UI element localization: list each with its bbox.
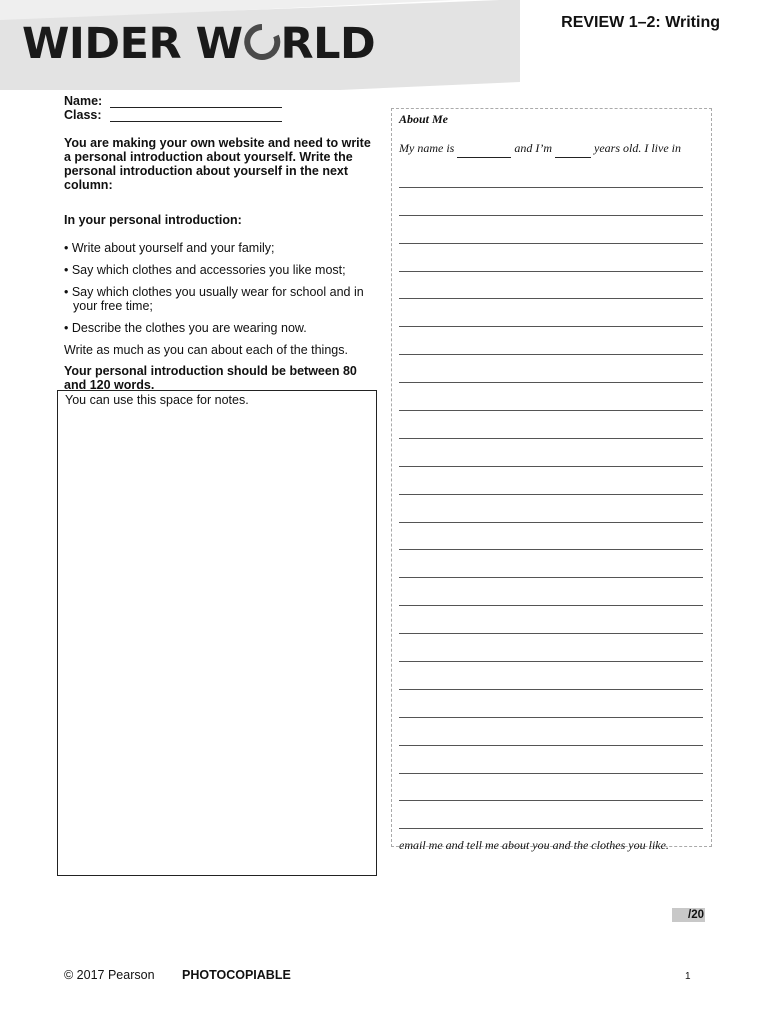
writing-line[interactable]: [399, 216, 703, 244]
name-blank[interactable]: [457, 142, 511, 158]
writing-line[interactable]: [399, 801, 703, 829]
first-line-part-3: years old. I live in: [594, 141, 681, 155]
age-blank[interactable]: [555, 142, 591, 158]
word-limit-note: Your personal introduction should be between 80 and 120 words.: [64, 364, 357, 392]
writing-line[interactable]: [399, 272, 703, 300]
class-field[interactable]: [64, 108, 374, 122]
first-line-part-1: My name is: [399, 141, 455, 155]
writing-lines[interactable]: [399, 160, 703, 829]
page-number: 1: [685, 971, 691, 982]
writing-line[interactable]: [399, 634, 703, 662]
instructions-subheading: In your personal introduction:: [64, 213, 242, 227]
list-item: • Write about yourself and your family;: [64, 241, 275, 255]
list-item: • Say which clothes you usually wear for school and in your free time;: [64, 285, 364, 313]
writing-line[interactable]: [399, 299, 703, 327]
writing-line[interactable]: [399, 690, 703, 718]
review-title: REVIEW 1–2: Writing: [561, 14, 720, 31]
notes-label: You can use this space for notes.: [65, 393, 249, 407]
writing-line[interactable]: [399, 244, 703, 272]
writing-line[interactable]: [399, 439, 703, 467]
name-label: Name:: [64, 94, 103, 108]
first-line-part-2: and I’m: [514, 141, 552, 155]
writing-line[interactable]: [399, 746, 703, 774]
writing-line[interactable]: [399, 774, 703, 802]
writing-closing: email me and tell me about you and the clothes you like.: [399, 838, 669, 853]
writing-line[interactable]: [399, 550, 703, 578]
writing-line[interactable]: [399, 523, 703, 551]
writing-line[interactable]: [399, 383, 703, 411]
writing-line[interactable]: [399, 495, 703, 523]
writing-line[interactable]: [399, 662, 703, 690]
name-line[interactable]: [110, 95, 282, 108]
writing-title: About Me: [399, 112, 449, 126]
task-description: You are making your own website and need to write a personal introduction about yourself. Write the personal introduction about yourself in the next column:: [64, 136, 371, 192]
list-item: • Say which clothes and accessories you like most;: [64, 263, 346, 277]
writing-line[interactable]: [399, 578, 703, 606]
class-label: Class:: [64, 108, 102, 122]
writing-line[interactable]: [399, 188, 703, 216]
writing-line[interactable]: [399, 467, 703, 495]
circle-arc-icon: [243, 22, 281, 74]
photocopiable-label: PHOTOCOPIABLE: [182, 968, 291, 982]
score-box: /20: [672, 908, 705, 922]
notes-area[interactable]: [57, 390, 377, 876]
write-as-much-note: Write as much as you can about each of the things.: [64, 343, 348, 357]
brand-logo: [22, 18, 375, 74]
class-line[interactable]: [110, 109, 282, 122]
brand-suffix: RLD: [280, 19, 376, 69]
writing-area[interactable]: [391, 108, 712, 853]
instructions-column: [64, 94, 374, 392]
brand-prefix: WIDER W: [22, 19, 243, 69]
writing-line[interactable]: [399, 355, 703, 383]
name-field[interactable]: [64, 94, 374, 108]
writing-line[interactable]: [399, 160, 703, 188]
instructions-list: [64, 241, 374, 335]
copyright: © 2017 Pearson: [64, 968, 155, 982]
list-item: • Describe the clothes you are wearing now.: [64, 321, 307, 335]
writing-line[interactable]: [399, 327, 703, 355]
writing-line[interactable]: [399, 718, 703, 746]
writing-first-line: [399, 141, 703, 158]
writing-line[interactable]: [399, 606, 703, 634]
writing-line[interactable]: [399, 411, 703, 439]
